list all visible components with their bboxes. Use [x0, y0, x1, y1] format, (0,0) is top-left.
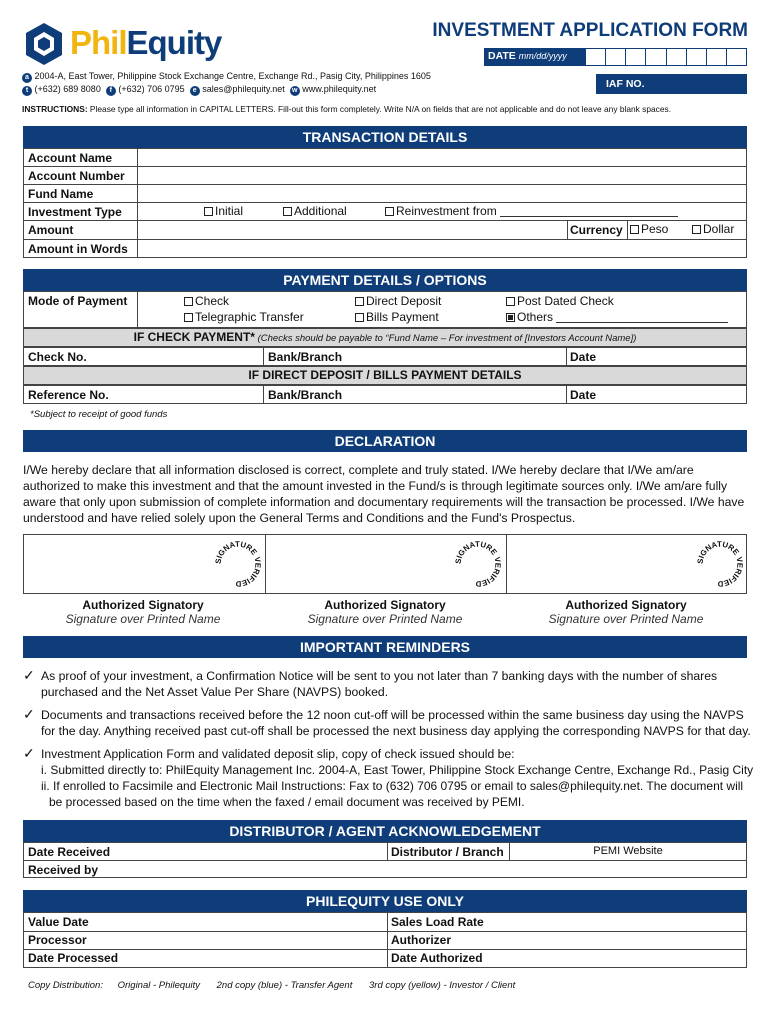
signature-box [23, 534, 747, 594]
account-number-input[interactable] [138, 167, 746, 184]
distributor-branch-value: PEMI Website [593, 845, 663, 857]
transaction-details-header: TRANSACTION DETAILS [23, 126, 747, 148]
checkmark-icon: ✓ [23, 706, 35, 722]
fund-name-input[interactable] [138, 185, 746, 202]
processor-input[interactable] [124, 932, 387, 949]
account-name-input[interactable] [138, 149, 746, 166]
account-number-label: Account Number [28, 169, 125, 183]
check-details-row [23, 347, 747, 366]
option-direct-deposit[interactable] [355, 294, 441, 308]
reminder-text: Documents and transactions received before the 12 noon cut-off will be processed within the same business day using the NAVPS for the day. Anything received past cut-off shall be processed the next business day applying the corresponding NAVPS for that day. [41, 708, 751, 738]
option-bills-payment[interactable] [355, 310, 439, 324]
received-by-label: Received by [28, 863, 99, 877]
option-dollar-label: Dollar [703, 222, 735, 236]
date-processed-label: Date Processed [28, 951, 119, 965]
checkbox-peso[interactable] [630, 225, 639, 234]
check-payment-note: (Checks should be payable to “Fund Name – For investment of [Investors Account Name]) [254, 333, 637, 344]
deposit-date-label: Date [570, 388, 597, 402]
iaf-label: IAF NO. [606, 78, 645, 90]
distributor-header: DISTRIBUTOR / AGENT ACKNOWLEDGEMENT [23, 820, 747, 842]
fund-name-label: Fund Name [28, 187, 94, 201]
declaration-header: DECLARATION [23, 430, 747, 452]
reminder-subitem: ii. If enrolled to Facsimile and Electronic Mail Instructions: Fax to (632) 706 0795 or email to sales@philequity.net. The document will [41, 779, 744, 793]
mode-of-payment-label: Mode of Payment [28, 294, 128, 308]
checkbox-check[interactable] [184, 297, 193, 306]
copy-original: Original - Philequity [117, 980, 200, 991]
option-additional[interactable] [283, 204, 347, 218]
option-dollar[interactable] [692, 222, 734, 236]
copy-distribution [28, 980, 515, 991]
date-authorized-label: Date Authorized [391, 951, 483, 965]
currency-label: Currency [570, 223, 623, 237]
instructions-label: INSTRUCTIONS: [22, 104, 88, 114]
option-telegraphic-label: Telegraphic Transfer [195, 310, 304, 324]
checkbox-bills-payment[interactable] [355, 313, 364, 322]
signatory-title: Authorized Signatory [324, 598, 446, 612]
option-others[interactable] [506, 310, 728, 324]
option-direct-deposit-label: Direct Deposit [366, 294, 442, 308]
signature-verified-stamp-icon [212, 538, 264, 590]
authorizer-input[interactable] [494, 932, 746, 949]
declaration-text: I/We hereby declare that all information disclosed is correct, complete and truly stated. I/We hereby declare that I/We am/are authorized to make this investment and that the amount invested in the Fund/s is through legitimate sources only. I/We am/are fully aware that only upon submission of complete information and documentary requirements will the transaction be processed. I/We have understood and have relied solely upon the General Terms and Conditions and the Fund's Prospectus. [23, 463, 745, 525]
check-date-label: Date [570, 350, 597, 364]
web-icon: w [290, 86, 300, 96]
date-label: DATE [488, 50, 516, 62]
amount-label: Amount [28, 223, 74, 237]
option-peso-label: Peso [641, 222, 669, 236]
date-received-input[interactable] [116, 843, 387, 860]
signatory-subtitle: Signature over Printed Name [307, 612, 463, 626]
option-initial-label: Initial [215, 204, 244, 218]
email-icon: e [190, 86, 200, 96]
signatory-title: Authorized Signatory [82, 598, 204, 612]
checkmark-icon: ✓ [23, 745, 35, 761]
date-field[interactable] [484, 48, 747, 66]
authorizer-label: Authorizer [391, 933, 451, 947]
bank-branch-2-label: Bank/Branch [268, 388, 343, 402]
deposit-date-input[interactable] [604, 386, 746, 403]
bank-branch-label: Bank/Branch [268, 350, 343, 364]
checkbox-direct-deposit[interactable] [355, 297, 364, 306]
option-additional-label: Additional [294, 204, 347, 218]
svg-text:SIGNATURE VERIFIED: SIGNATURE VERIFIED [213, 539, 263, 589]
check-payment-bar [23, 328, 747, 347]
reminder-text: Investment Application Form and validated deposit slip, copy of check issued should be: [41, 747, 515, 761]
date-authorized-input[interactable] [494, 950, 746, 967]
deposit-details-row [23, 385, 747, 404]
philequity-use-only-header: PHILEQUITY USE ONLY [23, 890, 747, 912]
instructions-text: Please type all information in CAPITAL LETTERS. Fill-out this form completely. Write N/A on fields that are not applicable and do not leave any blank spaces. [87, 104, 672, 114]
checkbox-telegraphic[interactable] [184, 313, 193, 322]
svg-text:SIGNATURE VERIFIED: SIGNATURE VERIFIED [695, 539, 745, 589]
signature-verified-stamp-icon [694, 538, 746, 590]
logo-text-phil: Phil [70, 24, 127, 61]
option-others-label: Others [517, 310, 554, 324]
value-date-input[interactable] [124, 913, 387, 931]
checkbox-initial[interactable] [204, 207, 213, 216]
copy-third: 3rd copy (yellow) - Investor / Client [369, 980, 516, 991]
processor-label: Processor [28, 933, 87, 947]
website-text: www.philequity.net [302, 84, 377, 94]
option-peso[interactable] [630, 222, 668, 236]
sales-load-rate-label: Sales Load Rate [391, 915, 484, 929]
reference-no-label: Reference No. [28, 388, 109, 402]
option-check-label: Check [195, 294, 230, 308]
checkbox-reinvestment[interactable] [385, 207, 394, 216]
amount-in-words-input[interactable] [138, 240, 746, 258]
checkbox-others[interactable] [506, 313, 515, 322]
date-processed-input[interactable] [124, 950, 387, 967]
checkbox-dollar[interactable] [692, 225, 701, 234]
checkbox-additional[interactable] [283, 207, 292, 216]
check-no-label: Check No. [28, 350, 87, 364]
reminder-item [23, 707, 753, 739]
distributor-grid [23, 842, 747, 878]
reminder-subitem: i. Submitted directly to: PhilEquity Management Inc. 2004-A, East Tower, Philippine Stock Exchange Centre, Exchange Rd., Pasig City [41, 763, 754, 777]
distributor-branch-input[interactable] [510, 843, 746, 860]
option-reinvestment-label: Reinvestment from [396, 204, 497, 218]
checkmark-icon: ✓ [23, 667, 35, 683]
option-post-dated-label: Post Dated Check [517, 294, 614, 308]
option-post-dated[interactable] [506, 294, 614, 308]
signatory-subtitle: Signature over Printed Name [548, 612, 704, 626]
bank-branch-2-input[interactable] [354, 386, 566, 403]
investment-type-label: Investment Type [28, 205, 122, 219]
address-text: 2004-A, East Tower, Philippine Stock Exchange Centre, Exchange Rd., Pasig City, Philippines 1605 [34, 71, 431, 81]
logo [22, 22, 262, 66]
checkbox-post-dated[interactable] [506, 297, 515, 306]
reminder-text: As proof of your investment, a Confirmation Notice will be sent to you not later than 7 banking days with the number of shares purchased and the Net Asset Value Per Share (NAVPS) booked. [41, 669, 718, 699]
sales-load-rate-input[interactable] [494, 913, 746, 931]
option-bills-payment-label: Bills Payment [366, 310, 439, 324]
fax-icon: f [106, 86, 116, 96]
email-text: sales@philequity.net [202, 84, 285, 94]
mode-of-payment-box [23, 291, 747, 328]
option-initial[interactable] [204, 204, 243, 218]
transaction-details-grid [23, 148, 747, 258]
account-name-label: Account Name [28, 151, 113, 165]
date-format: mm/dd/yyyy [518, 51, 567, 61]
date-received-label: Date Received [28, 845, 111, 859]
direct-deposit-bar: IF DIRECT DEPOSIT / BILLS PAYMENT DETAILS [23, 366, 747, 385]
received-by-input[interactable] [116, 861, 746, 878]
logo-text-equity: Equity [126, 24, 222, 61]
distributor-branch-label: Distributor / Branch [391, 845, 504, 859]
amount-in-words-label: Amount in Words [28, 242, 128, 256]
signature-verified-stamp-icon [452, 538, 504, 590]
check-date-input[interactable] [604, 348, 746, 365]
option-check[interactable] [184, 294, 229, 308]
amount-input[interactable] [138, 221, 567, 239]
copy-second: 2nd copy (blue) - Transfer Agent [216, 980, 353, 991]
address-icon: a [22, 73, 32, 83]
iaf-number-field[interactable] [596, 74, 747, 94]
signatory-caption-2 [265, 598, 505, 626]
signatory-title: Authorized Signatory [565, 598, 687, 612]
payment-details-header: PAYMENT DETAILS / OPTIONS [23, 269, 747, 291]
philequity-logo-icon [22, 22, 66, 66]
good-funds-footnote: *Subject to receipt of good funds [30, 409, 168, 420]
check-no-input[interactable] [99, 348, 263, 365]
contact-info [22, 70, 431, 96]
option-telegraphic[interactable] [184, 310, 304, 324]
option-reinvestment[interactable] [385, 204, 678, 218]
reference-no-input[interactable] [119, 386, 263, 403]
form-title: INVESTMENT APPLICATION FORM [432, 20, 748, 41]
phone-icon: t [22, 86, 32, 96]
phone-text: (+632) 689 8080 [34, 84, 101, 94]
signatory-subtitle: Signature over Printed Name [65, 612, 221, 626]
important-reminders-header: IMPORTANT REMINDERS [23, 636, 747, 658]
others-input[interactable] [556, 322, 728, 323]
reinvestment-from-input[interactable] [500, 216, 678, 217]
reminder-item [23, 668, 753, 700]
bank-branch-input[interactable] [354, 348, 566, 365]
reminder-subitem: be processed based on the time when the faxed / email document was received by PEMI. [49, 795, 525, 809]
check-payment-title: IF CHECK PAYMENT* [133, 330, 255, 344]
signatory-caption-3 [506, 598, 746, 626]
value-date-label: Value Date [28, 915, 89, 929]
reminder-item [23, 746, 753, 810]
copy-distribution-label: Copy Distribution: [28, 980, 103, 991]
signatory-caption-1 [23, 598, 263, 626]
instructions [22, 104, 671, 114]
svg-text:SIGNATURE VERIFIED: SIGNATURE VERIFIED [453, 539, 503, 589]
fax-text: (+632) 706 0795 [118, 84, 185, 94]
philequity-use-grid [23, 912, 747, 968]
